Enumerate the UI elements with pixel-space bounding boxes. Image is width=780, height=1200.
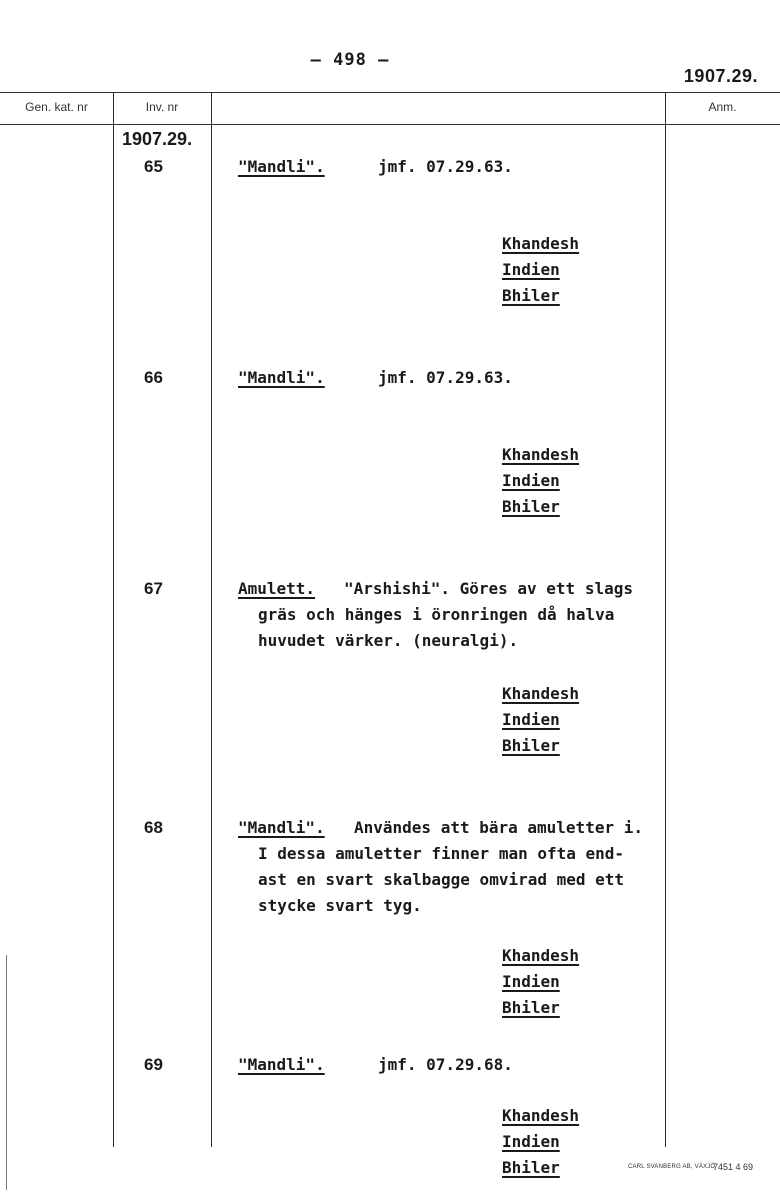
inventory-number: 67 xyxy=(144,579,163,598)
catalog-number: 1907.29. xyxy=(683,66,758,86)
inventory-number: 65 xyxy=(144,157,163,176)
column-header-anm: Anm. xyxy=(708,100,737,114)
column-header-inv-nr: Inv. nr xyxy=(145,100,179,114)
object-name: "Mandli". xyxy=(238,818,325,837)
place-people: Bhiler xyxy=(502,998,560,1017)
place-country: Indien xyxy=(502,972,560,991)
inventory-number: 68 xyxy=(144,818,163,837)
column-divider-gen-inv xyxy=(113,92,114,1147)
object-description: "Arshishi". Göres av ett slags xyxy=(344,579,633,598)
description-line: stycke svart tyg. xyxy=(258,896,422,915)
header-bottom-rule xyxy=(0,124,780,125)
object-name: "Mandli". xyxy=(238,368,325,387)
column-divider-desc-anm xyxy=(665,92,666,1147)
place-region: Khandesh xyxy=(502,946,580,965)
object-description: Användes att bära amuletter i. xyxy=(354,818,643,837)
form-code: 7451 4 69 xyxy=(713,1162,754,1172)
object-description: jmf. 07.29.63. xyxy=(378,368,513,387)
place-region: Khandesh xyxy=(502,445,580,464)
header-top-rule xyxy=(0,92,780,93)
column-header-gen-kat-nr: Gen. kat. nr xyxy=(25,100,88,114)
place-country: Indien xyxy=(502,710,560,729)
description-line: huvudet värker. (neuralgi). xyxy=(258,631,519,650)
place-people: Bhiler xyxy=(502,497,560,516)
description-line: I dessa amuletter finner man ofta end- xyxy=(258,844,625,863)
object-name: Amulett. xyxy=(238,579,316,598)
place-region: Khandesh xyxy=(502,684,580,703)
object-name: "Mandli". xyxy=(238,157,325,176)
place-region: Khandesh xyxy=(502,234,580,253)
object-description: jmf. 07.29.63. xyxy=(378,157,513,176)
object-name: "Mandli". xyxy=(238,1055,325,1074)
column-divider-inv-desc xyxy=(211,92,212,1147)
inventory-number: 69 xyxy=(144,1055,163,1074)
object-description: jmf. 07.29.68. xyxy=(378,1055,513,1074)
place-country: Indien xyxy=(502,1132,560,1151)
place-country: Indien xyxy=(502,471,560,490)
printer-imprint: CARL SVANBERG AB, VÄXJÖ xyxy=(628,1164,716,1170)
catalog-prefix: 1907.29. xyxy=(122,129,193,149)
place-people: Bhiler xyxy=(502,736,560,755)
page-number: – 498 – xyxy=(310,50,390,70)
place-region: Khandesh xyxy=(502,1106,580,1125)
inventory-number: 66 xyxy=(144,368,163,387)
place-people: Bhiler xyxy=(502,1158,560,1177)
place-country: Indien xyxy=(502,260,560,279)
place-people: Bhiler xyxy=(502,286,560,305)
description-line: ast en svart skalbagge omvirad med ett xyxy=(258,870,625,889)
description-line: gräs och hänges i öronringen då halva xyxy=(258,605,615,624)
margin-mark xyxy=(6,955,7,1190)
